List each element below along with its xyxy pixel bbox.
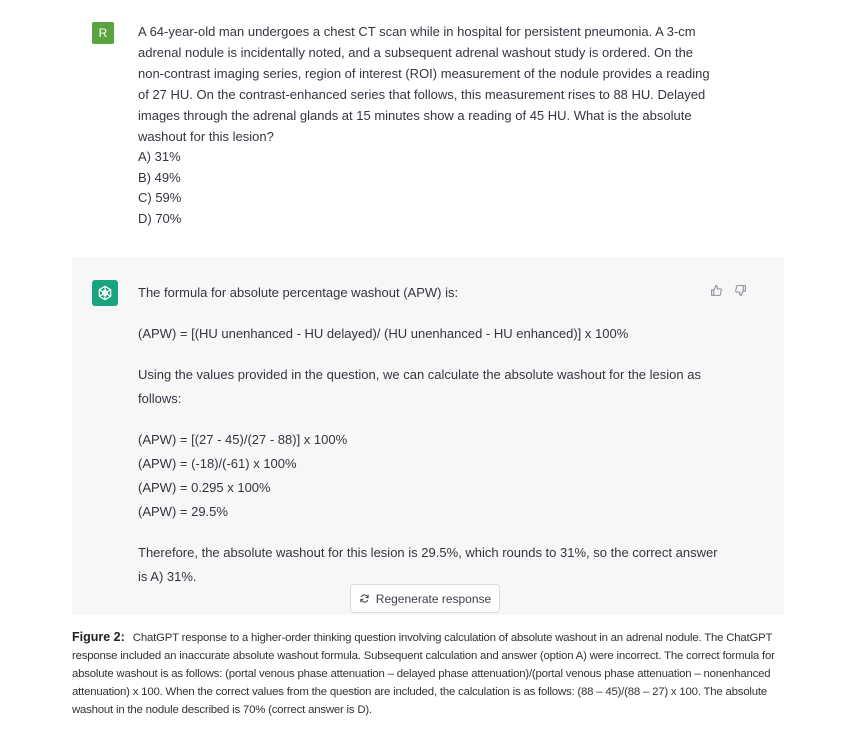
regenerate-label: Regenerate response (375, 591, 492, 606)
openai-logo-icon (96, 284, 114, 302)
user-message (0, 0, 865, 255)
user-question (138, 21, 718, 229)
option-d: D) 70% (138, 210, 182, 226)
user-avatar (92, 22, 114, 44)
question-text: A 64-year-old man undergoes a chest CT scan while in hospital for persistent pneumonia. A 3-cm adrenal nodule is incidentally noted, and a subsequent adrenal washout study is ordered. On the non-contrast imaging series, region of interest (ROI) measurement of the nodule provides a reading of 27 HU. On the contrast-enhanced series that follows, this measurement rises to 88 HU. Delayed images through the adrenal glands at 15 minutes show a reading of 45 HU. What is the absolute washout for this lesion? (138, 24, 710, 144)
calculation-steps (138, 428, 718, 524)
thumbs-down-button[interactable] (733, 283, 747, 297)
calculation-step: (APW) = 29.5% (138, 504, 228, 519)
user-avatar-letter: R (98, 26, 108, 40)
option-a: A) 31% (138, 149, 181, 164)
figure-label: Figure 2: (72, 630, 125, 644)
answer-options (138, 147, 718, 229)
refresh-icon (359, 593, 370, 604)
figure-caption-text: ChatGPT response to a higher-order thinking question involving calculation of absolute washout in an adrenal nodule. The ChatGPT response included an inaccurate absolute washout formula. Subsequent calculation and answer (option A) were incorrect. The correct formula for absolute washout is as follows: (portal venous phase attenuation – delayed phase attenuation)/(portal venous phase attenuation – nonenhanced attenuation) x 100. When the correct values from the question are included, the calculation is as follows: (88 – 45)/(88 – 27) x 100. The absolute washout in the nodule described is 70% (correct answer is D). (72, 632, 775, 716)
option-c: C) 59% (138, 190, 182, 205)
answer-explanation: Using the values provided in the question, we can calculate the absolute washout for the lesion as follows: (138, 367, 701, 406)
option-b: B) 49% (138, 169, 181, 185)
regenerate-response-button[interactable] (350, 584, 500, 613)
answer-intro: The formula for absolute percentage washout (APW) is: (138, 285, 459, 300)
figure-caption (72, 628, 787, 719)
calculation-step: (APW) = 0.295 x 100% (138, 480, 271, 495)
thumbs-down-icon (734, 284, 747, 297)
assistant-avatar (92, 280, 118, 306)
calculation-step: (APW) = (-18)/(-61) x 100% (138, 456, 297, 471)
assistant-message (72, 257, 784, 615)
assistant-answer (138, 281, 718, 589)
answer-formula: (APW) = [(HU unenhanced - HU delayed)/ (HU unenhanced - HU enhanced)] x 100% (138, 326, 629, 341)
calculation-step: (APW) = [(27 - 45)/(27 - 88)] x 100% (138, 432, 348, 447)
answer-conclusion: Therefore, the absolute washout for this lesion is 29.5%, which rounds to 31%, so the correct answer is A) 31%. (138, 545, 718, 584)
